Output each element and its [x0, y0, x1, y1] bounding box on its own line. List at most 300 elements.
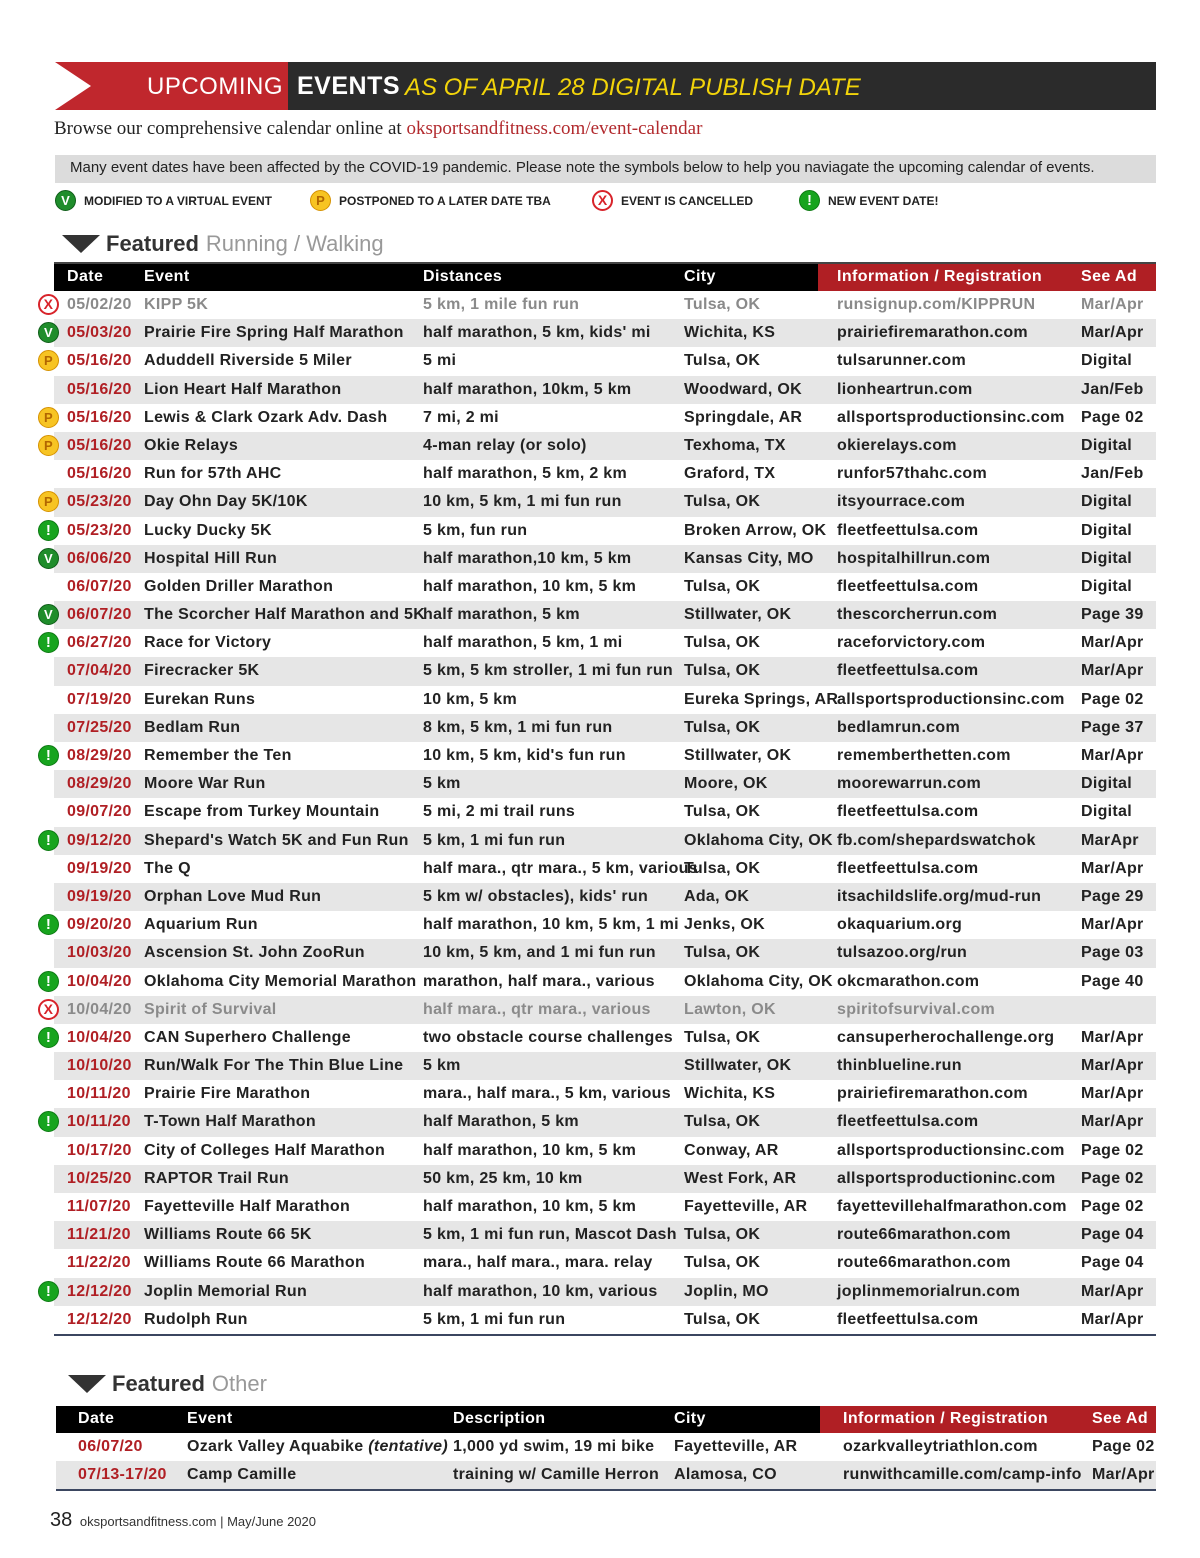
event-city: Stillwater, OK: [684, 747, 792, 764]
event-name-text: Camp Camille: [187, 1466, 297, 1484]
new-date-icon: !: [38, 1281, 59, 1302]
event-name-text: Ozark Valley Aquabike: [187, 1438, 364, 1455]
col-date: Date: [78, 1410, 115, 1427]
event-info-link[interactable]: allsportsproductionsinc.com: [837, 408, 1065, 426]
postponed-icon: P: [310, 190, 331, 211]
event-city: Graford, TX: [684, 465, 776, 483]
event-city: Tulsa, OK: [684, 1254, 761, 1272]
new-date-icon: !: [799, 190, 820, 211]
event-info-link[interactable]: cansuperherochallenge.org: [837, 1028, 1055, 1046]
event-distances: 7 mi, 2 mi: [423, 408, 499, 426]
see-ad: Mar/Apr: [1081, 1113, 1144, 1131]
event-name: T-Town Half Marathon: [144, 1113, 316, 1131]
event-info-link[interactable]: fleetfeettulsa.com: [837, 521, 979, 539]
heading-bold: Featured: [112, 1371, 205, 1396]
event-distances: 5 km w/ obstacles), kids' run: [423, 887, 649, 905]
event-city: Springdale, AR: [684, 408, 803, 426]
table-row: [56, 1433, 1156, 1461]
see-ad: Digital: [1081, 803, 1132, 821]
event-name: Okie Relays: [144, 436, 239, 454]
event-distances: half marathon, 10km, 5 km: [423, 380, 632, 398]
event-name: Race for Victory: [144, 634, 272, 652]
event-date: 05/16/20: [67, 352, 132, 370]
col-distances: Distances: [423, 268, 503, 285]
postponed-icon: P: [38, 407, 59, 428]
event-info-link[interactable]: route66marathon.com: [837, 1226, 1011, 1244]
legend-postponed: [310, 190, 551, 211]
event-date: 12/12/20: [67, 1310, 132, 1328]
table-row: [44, 545, 1156, 573]
table-row: [54, 657, 1156, 685]
event-distances: 5 km, fun run: [423, 521, 528, 539]
event-name: Joplin Memorial Run: [144, 1282, 308, 1300]
event-date: 11/21/20: [67, 1226, 131, 1244]
event-name: Oklahoma City Memorial Marathon: [144, 972, 417, 990]
see-ad: Mar/Apr: [1081, 859, 1144, 877]
see-ad: Mar/Apr: [1081, 662, 1144, 680]
event-distances: 5 km, 1 mile fun run: [423, 296, 580, 313]
event-city: Wichita, KS: [684, 1085, 776, 1103]
col-description: Description: [453, 1410, 546, 1427]
event-date: 12/12/20: [67, 1282, 132, 1300]
event-info-link[interactable]: rememberthetten.com: [837, 747, 1011, 764]
event-name: Spirit of Survival: [144, 1000, 277, 1018]
table-row: [54, 1080, 1156, 1108]
event-name: Aduddell Riverside 5 Miler: [144, 352, 352, 370]
event-date: 11/22/20: [67, 1254, 131, 1272]
event-info-link[interactable]: route66marathon.com: [837, 1254, 1011, 1272]
event-city: Lawton, OK: [684, 1000, 776, 1018]
event-city: Tulsa, OK: [684, 803, 761, 821]
postponed-icon: P: [38, 350, 59, 371]
event-city: Tulsa, OK: [684, 634, 761, 652]
event-name: The Scorcher Half Marathon and 5K: [144, 606, 426, 624]
event-description: training w/ Camille Herron: [453, 1466, 660, 1484]
table-row: [54, 883, 1156, 911]
cancelled-icon: X: [592, 190, 613, 211]
event-date: 09/19/20: [67, 887, 132, 905]
event-date: 05/16/20: [67, 380, 132, 398]
event-date: 07/04/20: [67, 662, 132, 680]
event-distances: half marathon, 5 km, 1 mi: [423, 634, 623, 652]
table-row: [54, 1165, 1156, 1193]
event-info-link[interactable]: fleetfeettulsa.com: [837, 803, 979, 821]
table-bottom-rule: [54, 1334, 1156, 1336]
table-row: [44, 347, 1156, 375]
see-ad: Page 02: [1081, 408, 1144, 426]
banner-as-of: AS OF APRIL 28 DIGITAL PUBLISH DATE: [405, 74, 861, 101]
event-distances: 5 km, 1 mi fun run: [423, 1310, 566, 1328]
table-header: [54, 264, 1156, 291]
event-distances: half marathon, 10 km, 5 km: [423, 1198, 637, 1215]
event-info-link[interactable]: runwithcamille.com/camp-info: [843, 1466, 1082, 1484]
event-date: 08/29/20: [67, 775, 132, 793]
event-info-link[interactable]: hospitalhillrun.com: [837, 549, 991, 567]
event-name: Lewis & Clark Ozark Adv. Dash: [144, 408, 388, 426]
table-row: [54, 686, 1156, 714]
event-date: 05/16/20: [67, 436, 132, 454]
event-city: Tulsa, OK: [684, 352, 761, 370]
event-name: Orphan Love Mud Run: [144, 887, 322, 905]
event-info-link[interactable]: allsportsproductionsinc.com: [837, 1141, 1065, 1159]
see-ad: Page 04: [1081, 1254, 1144, 1272]
event-name: Eurekan Runs: [144, 690, 256, 708]
table-row: [45, 517, 1156, 545]
event-distances: 8 km, 5 km, 1 mi fun run: [423, 718, 613, 736]
heading-triangle-icon: [62, 235, 100, 253]
event-description: 1,000 yd swim, 19 mi bike: [453, 1438, 655, 1455]
see-ad: Digital: [1081, 549, 1132, 567]
event-name: Run for 57th AHC: [144, 465, 282, 483]
browse-line: [54, 118, 702, 140]
event-date: 10/04/20: [67, 1028, 132, 1046]
event-name: City of Colleges Half Marathon: [144, 1141, 386, 1159]
event-name: Golden Driller Marathon: [144, 577, 334, 595]
browse-text: Browse our comprehensive calendar online at: [54, 118, 407, 139]
banner-notch: [55, 62, 91, 110]
event-name: Run/Walk For The Thin Blue Line: [144, 1057, 404, 1075]
event-city: Oklahoma City, OK: [684, 831, 833, 849]
virtual-icon: V: [38, 604, 59, 625]
event-distances: 5 km, 5 km stroller, 1 mi fun run: [423, 662, 673, 680]
event-date: 07/19/20: [67, 690, 132, 708]
see-ad: Mar/Apr: [1081, 1057, 1144, 1075]
event-info-link[interactable]: fleetfeettulsa.com: [837, 1310, 979, 1328]
see-ad: Mar/Apr: [1081, 324, 1144, 342]
table-row: [44, 404, 1156, 432]
event-city: Conway, AR: [684, 1141, 779, 1159]
legend-label: EVENT IS CANCELLED: [621, 193, 754, 208]
event-distances: half mara., qtr mara., 5 km, various: [423, 859, 698, 877]
event-name: [187, 1466, 296, 1484]
event-date: 07/13-17/20: [78, 1466, 167, 1484]
col-event: Event: [144, 268, 190, 285]
see-ad: Mar/Apr: [1081, 1085, 1144, 1103]
see-ad: Page 02: [1081, 1198, 1144, 1215]
event-city: Fayetteville, AR: [684, 1198, 808, 1215]
event-city: Ada, OK: [684, 887, 750, 905]
new-date-icon: !: [38, 1027, 59, 1048]
event-info-link[interactable]: prairiefiremarathon.com: [837, 1085, 1028, 1103]
event-info-link[interactable]: tulsarunner.com: [837, 352, 966, 370]
event-city: Tulsa, OK: [684, 1028, 761, 1046]
event-distances: 5 mi: [423, 352, 457, 370]
table-row: [54, 770, 1156, 798]
heading-light: Running / Walking: [205, 231, 384, 256]
table-row: [45, 1024, 1156, 1052]
event-date: 09/19/20: [67, 859, 132, 877]
event-city: Stillwater, OK: [684, 606, 792, 624]
col-see-ad: See Ad: [1081, 268, 1138, 285]
table-row: [45, 742, 1156, 770]
see-ad: Page 03: [1081, 944, 1144, 962]
event-info-link[interactable]: lionheartrun.com: [837, 380, 973, 398]
event-name: Shepard's Watch 5K and Fun Run: [144, 831, 409, 849]
event-info-link[interactable]: joplinmemorialrun.com: [837, 1282, 1021, 1300]
event-date: 06/07/20: [67, 577, 132, 595]
event-date: 06/06/20: [67, 549, 132, 567]
event-date: 06/27/20: [67, 634, 132, 652]
other-heading: [68, 1371, 267, 1397]
table-row: [54, 939, 1156, 967]
event-name: Prairie Fire Spring Half Marathon: [144, 324, 404, 342]
event-name: The Q: [144, 859, 191, 877]
see-ad: Page 02: [1081, 1169, 1144, 1187]
table-row: [43, 996, 1156, 1024]
event-distances: two obstacle course challenges: [423, 1028, 673, 1046]
event-date: 05/16/20: [67, 408, 132, 426]
postponed-icon: P: [38, 435, 59, 456]
event-info-link[interactable]: fleetfeettulsa.com: [837, 859, 979, 877]
event-date: 09/07/20: [67, 803, 132, 821]
event-info-link[interactable]: bedlamrun.com: [837, 718, 961, 736]
event-city: Moore, OK: [684, 775, 768, 793]
see-ad: Digital: [1081, 775, 1132, 793]
see-ad: Mar/Apr: [1081, 1310, 1144, 1328]
event-city: Tulsa, OK: [684, 1310, 761, 1328]
legend-label: NEW EVENT DATE!: [828, 193, 939, 208]
event-date: 09/20/20: [67, 916, 132, 934]
table-row: [45, 911, 1156, 939]
event-distances: 10 km, 5 km, and 1 mi fun run: [423, 944, 656, 962]
event-info-link[interactable]: fleetfeettulsa.com: [837, 1113, 979, 1131]
event-city: Tulsa, OK: [684, 1226, 761, 1244]
col-info: Information / Registration: [843, 1410, 1049, 1427]
event-date: 05/03/20: [67, 324, 132, 342]
see-ad: Mar/Apr: [1081, 1282, 1144, 1300]
event-date: 10/03/20: [67, 944, 132, 962]
new-date-icon: !: [38, 830, 59, 851]
event-city: Tulsa, OK: [684, 859, 761, 877]
status-legend: [55, 190, 1156, 212]
event-city: Tulsa, OK: [684, 1113, 761, 1131]
event-info-link[interactable]: itsyourrace.com: [837, 493, 966, 511]
event-distances: 5 km, 1 mi fun run: [423, 831, 566, 849]
table-row: [44, 488, 1156, 516]
see-ad: Mar/Apr: [1081, 916, 1144, 934]
postponed-icon: P: [38, 491, 59, 512]
event-info-link[interactable]: thinblueline.run: [837, 1057, 962, 1075]
event-distances: half marathon, 5 km, 2 km: [423, 465, 628, 483]
heading-triangle-icon: [68, 1375, 106, 1393]
page-number: 38: [50, 1509, 73, 1531]
table-header: [56, 1406, 1156, 1433]
legend-label: MODIFIED TO A VIRTUAL EVENT: [84, 193, 273, 208]
event-info-link[interactable]: allsportsproductionsinc.com: [837, 690, 1065, 708]
event-date: 09/12/20: [67, 831, 132, 849]
table-row: [43, 291, 1156, 319]
event-city: Oklahoma City, OK: [684, 972, 833, 990]
table-row: [54, 1249, 1156, 1277]
table-row: [54, 855, 1156, 883]
col-city: City: [674, 1410, 706, 1427]
event-distances: 4-man relay (or solo): [423, 436, 587, 454]
table-row: [45, 827, 1156, 855]
event-name: CAN Superhero Challenge: [144, 1028, 351, 1046]
event-date: 07/25/20: [67, 718, 132, 736]
event-distances: half marathon, 10 km, 5 km, 1 mi: [423, 916, 679, 934]
event-city: Stillwater, OK: [684, 1057, 792, 1075]
event-distances: half marathon,10 km, 5 km: [423, 549, 632, 567]
legend-cancelled: [592, 190, 753, 211]
see-ad: Page 40: [1081, 972, 1144, 990]
see-ad: Page 02: [1092, 1438, 1155, 1455]
footer-issue: May/June 2020: [227, 1514, 316, 1529]
event-city: Alamosa, CO: [674, 1466, 777, 1484]
event-distances: half marathon, 10 km, 5 km: [423, 577, 637, 595]
event-city: Tulsa, OK: [684, 718, 761, 736]
running-rows: [43, 291, 1156, 1334]
table-row: [54, 714, 1156, 742]
event-distances: 5 mi, 2 mi trail runs: [423, 803, 576, 821]
see-ad: Page 02: [1081, 690, 1144, 708]
table-row: [54, 798, 1156, 826]
event-distances: 10 km, 5 km: [423, 690, 518, 708]
event-date: 05/02/20: [67, 296, 132, 313]
table-row: [54, 1221, 1156, 1249]
event-name: RAPTOR Trail Run: [144, 1169, 289, 1187]
col-city: City: [684, 268, 716, 285]
calendar-link[interactable]: oksportsandfitness.com/event-calendar: [406, 118, 703, 139]
other-table: [56, 1406, 1156, 1491]
table-row: [45, 1278, 1156, 1306]
event-name: Escape from Turkey Mountain: [144, 803, 380, 821]
tentative-label: (tentative): [368, 1438, 448, 1455]
event-distances: half marathon, 10 km, 5 km: [423, 1141, 637, 1159]
table-row: [44, 601, 1156, 629]
event-info-link[interactable]: fayettevillehalfmarathon.com: [837, 1198, 1067, 1215]
event-info-link[interactable]: allsportsproductioninc.com: [837, 1169, 1056, 1187]
table-row: [56, 1461, 1156, 1489]
see-ad: Jan/Feb: [1081, 465, 1144, 483]
event-date: 10/04/20: [67, 1000, 132, 1018]
event-info-link[interactable]: ozarkvalleytriathlon.com: [843, 1438, 1038, 1455]
event-distances: mara., half mara., 5 km, various: [423, 1085, 671, 1103]
other-rows: [56, 1433, 1156, 1489]
see-ad: Page 39: [1081, 606, 1144, 624]
table-row: [54, 1306, 1156, 1334]
see-ad: Mar/Apr: [1081, 296, 1144, 313]
running-table: [43, 262, 1156, 1336]
event-date: 10/11/20: [67, 1085, 131, 1103]
event-info-link[interactable]: runsignup.com/KIPPRUN: [837, 296, 1036, 313]
event-info-link[interactable]: spiritofsurvival.com: [837, 1000, 996, 1018]
event-distances: half marathon, 10 km, various: [423, 1282, 658, 1300]
event-city: Woodward, OK: [684, 380, 802, 398]
see-ad: Page 04: [1081, 1226, 1144, 1244]
heading-light: Other: [211, 1371, 267, 1396]
table-row: [45, 629, 1156, 657]
event-info-link[interactable]: raceforvictory.com: [837, 634, 986, 652]
event-info-link[interactable]: thescorcherrun.com: [837, 606, 998, 624]
event-date: 10/10/20: [67, 1057, 132, 1075]
event-distances: marathon, half mara., various: [423, 972, 655, 990]
event-date: 08/29/20: [67, 747, 132, 764]
event-city: Wichita, KS: [684, 324, 776, 342]
event-name: Williams Route 66 Marathon: [144, 1254, 366, 1272]
virtual-icon: V: [38, 322, 59, 343]
event-info-link[interactable]: okcmarathon.com: [837, 972, 980, 990]
new-date-icon: !: [38, 1111, 59, 1132]
event-info-link[interactable]: itsachildslife.org/mud-run: [837, 887, 1042, 905]
event-city: Kansas City, MO: [684, 549, 814, 567]
event-info-link[interactable]: okaquarium.org: [837, 916, 963, 934]
new-date-icon: !: [38, 632, 59, 653]
covid-notice: Many event dates have been affected by the COVID-19 pandemic. Please note the symbols below to help you naviagate the upcoming calendar of events.: [55, 155, 1156, 183]
table-row: [44, 432, 1156, 460]
new-date-icon: !: [38, 520, 59, 541]
col-event: Event: [187, 1410, 233, 1427]
event-name: Aquarium Run: [144, 916, 258, 934]
table-row: [44, 319, 1156, 347]
table-row: [54, 573, 1156, 601]
footer-separator: |: [220, 1514, 224, 1529]
event-city: Tulsa, OK: [684, 662, 761, 680]
event-info-link[interactable]: tulsazoo.org/run: [837, 944, 968, 962]
event-info-link[interactable]: prairiefiremarathon.com: [837, 324, 1028, 342]
event-info-link[interactable]: fleetfeettulsa.com: [837, 577, 979, 595]
new-date-icon: !: [38, 971, 59, 992]
new-date-icon: !: [38, 914, 59, 935]
event-distances: 5 km: [423, 775, 461, 793]
event-city: Tulsa, OK: [684, 577, 761, 595]
event-date: 10/04/20: [67, 972, 132, 990]
table-row: [45, 1108, 1156, 1136]
see-ad: Page 29: [1081, 887, 1144, 905]
event-name: Lucky Ducky 5K: [144, 521, 272, 539]
col-info: Information / Registration: [837, 268, 1043, 285]
event-name: Rudolph Run: [144, 1310, 248, 1328]
event-city: Fayetteville, AR: [674, 1438, 798, 1455]
event-date: 10/17/20: [67, 1141, 132, 1159]
event-city: Tulsa, OK: [684, 493, 761, 511]
event-info-link[interactable]: moorewarrun.com: [837, 775, 982, 793]
table-row: [45, 968, 1156, 996]
event-city: Eureka Springs, AR: [684, 690, 839, 708]
cancelled-icon: X: [38, 999, 59, 1020]
event-date: 06/07/20: [78, 1438, 143, 1455]
event-info-link[interactable]: okierelays.com: [837, 436, 957, 454]
see-ad: Page 37: [1081, 718, 1144, 736]
see-ad: Mar/Apr: [1092, 1466, 1155, 1484]
event-name: Bedlam Run: [144, 718, 241, 736]
event-distances: 5 km, 1 mi fun run, Mascot Dash: [423, 1226, 677, 1244]
event-city: Tulsa, OK: [684, 296, 761, 313]
event-name: Fayetteville Half Marathon: [144, 1198, 351, 1215]
event-date: 11/07/20: [67, 1198, 131, 1215]
banner-upcoming: UPCOMING: [147, 73, 283, 100]
event-date: 06/07/20: [67, 606, 132, 624]
see-ad: Mar/Apr: [1081, 1028, 1144, 1046]
event-info-link[interactable]: fb.com/shepardswatchok: [837, 831, 1036, 849]
event-name: KIPP 5K: [144, 296, 209, 313]
running-heading: [62, 231, 384, 257]
event-name: Lion Heart Half Marathon: [144, 380, 342, 398]
col-date: Date: [67, 268, 104, 285]
event-date: 05/16/20: [67, 465, 132, 483]
banner-events: EVENTS: [297, 72, 401, 100]
event-name: Ascension St. John ZooRun: [144, 944, 365, 962]
event-date: 05/23/20: [67, 493, 132, 511]
event-name: Firecracker 5K: [144, 662, 260, 680]
event-info-link[interactable]: runfor57thahc.com: [837, 465, 988, 483]
event-city: Texhoma, TX: [684, 436, 786, 454]
see-ad: Page 02: [1081, 1141, 1144, 1159]
event-distances: 10 km, 5 km, 1 mi fun run: [423, 493, 622, 511]
table-row: [54, 1193, 1156, 1221]
legend-label: POSTPONED TO A LATER DATE TBA: [339, 193, 551, 208]
event-info-link[interactable]: fleetfeettulsa.com: [837, 662, 979, 680]
